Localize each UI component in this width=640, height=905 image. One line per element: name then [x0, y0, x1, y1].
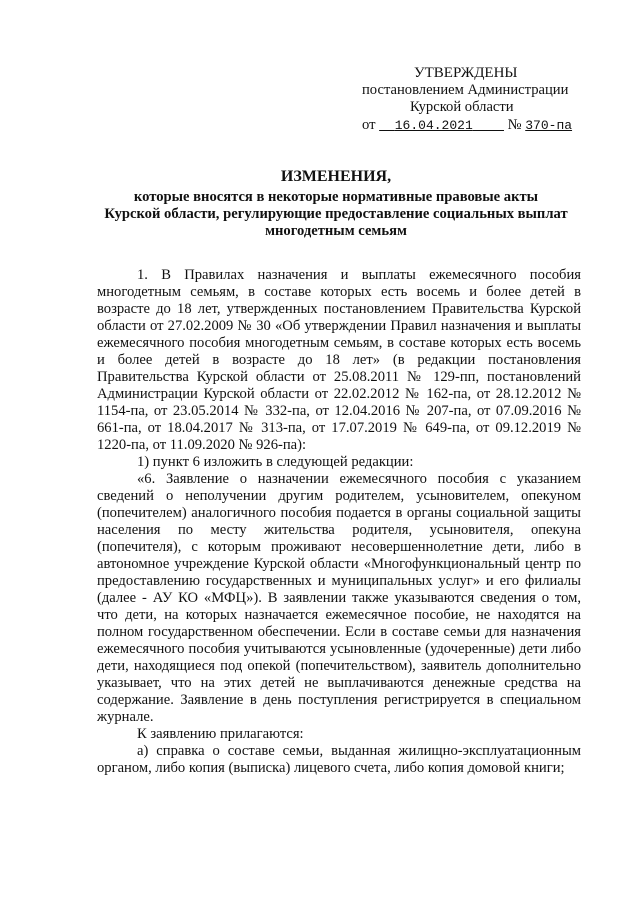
document-heading [96, 168, 576, 240]
approval-date-prefix: от [362, 117, 376, 133]
approval-number-prefix: № [507, 117, 522, 133]
paragraph-4: К заявлению прилагаются: [137, 726, 304, 742]
approval-stamp [362, 65, 592, 134]
approval-line-1: постановлением Администрации [362, 82, 569, 98]
heading-line-1: которые вносятся в некоторые нормативные правовые акты [133, 189, 539, 205]
heading-title: ИЗМЕНЕНИЯ, [280, 168, 392, 185]
heading-line-2: Курской области, регулирующие предоставление социальных выплат [104, 206, 568, 222]
approval-title: УТВЕРЖДЕНЫ [414, 65, 518, 81]
approval-number: 370-па [525, 118, 573, 133]
document-body [97, 267, 581, 777]
paragraph-2: 1) пункт 6 изложить в следующей редакции: [137, 454, 414, 470]
paragraph-3: «6. Заявление о назначении ежемесячного пособия с указанием сведений о неполучении другим родителем, усыновителем, опекуном (попечителем) аналогичного пособия подается в органы социальной защиты населения по месту жительства родителя, усыновителя, опекуна (попечителя), с которым проживают несовершеннолетние дети, либо в автономное учреждение Курской области «Многофункциональный центр по предоставлению государственных и муниципальных услуг» и его филиалы (далее - АУ КО «МФЦ»). В заявлении также указываются сведения о том, что дети, на которых назначается ежемесячное пособие, не находятся на полном государственном обеспечении. Если в составе семьи для назначения ежемесячного пособия учитываются усыновленные (удочеренные) дети либо дети, находящиеся под опекой (попечительством), заявитель дополнительно указывает, что на этих детей не выплачиваются денежные средства на содержание. Заявление в день поступления регистрируется в специальном журнале. [97, 471, 581, 725]
approval-date: 16.04.2021 [394, 118, 473, 133]
paragraph-1: 1. В Правилах назначения и выплаты ежемесячного пособия многодетным семьям, в составе которых есть восемь и более детей в возрасте до 18 лет, утвержденных постановлением Правительства Курской области от 27.02.2009 № 30 «Об утверждении Правил назначения и выплаты ежемесячного пособия многодетным семьям, в составе которых есть восемь и более детей в возрасте до 18 лет» (в редакции постановления Правительства Курской области от 25.08.2011 № 129-пп, постановлений Администрации Курской области от 22.02.2012 № 162-па, от 28.12.2012 № 1154-па, от 23.05.2014 № 332-па, от 12.04.2016 № 207-па, от 07.09.2016 № 661-па, от 18.04.2017 № 313-па, от 17.07.2019 № 649-па, от 09.12.2019 № 1220-па, от 11.09.2020 № 926-па): [97, 267, 581, 453]
paragraph-5: а) справка о составе семьи, выданная жилищно-эксплуатационным органом, либо копия (выписка) лицевого счета, либо копия домовой книги; [97, 743, 581, 776]
approval-line-2: Курской области [410, 99, 514, 115]
heading-line-3: многодетным семьям [265, 223, 407, 239]
approval-date-row [362, 117, 592, 134]
